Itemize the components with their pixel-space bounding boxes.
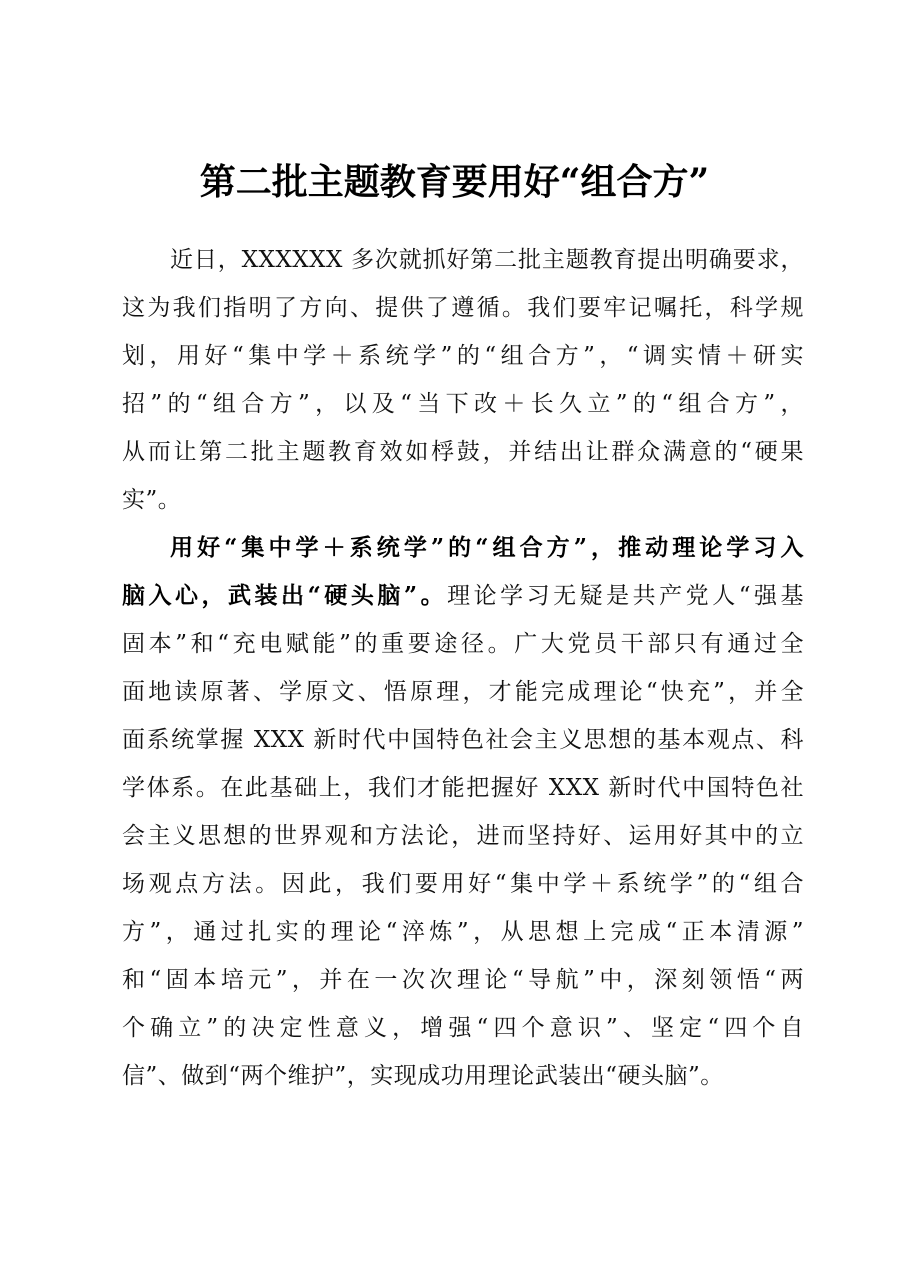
paragraph-section-1 [122, 524, 804, 1100]
paragraph-line: 从而让第二批主题教育效如桴鼓，并结出让群众满意的“硬果 [122, 439, 804, 465]
section-heading-line: 用好“集中学＋系统学”的“组合方”，推动理论学习入 [170, 534, 804, 561]
paragraph-line: 会主义思想的世界观和方法论，进而坚持好、运用好其中的立 [122, 823, 804, 849]
section-heading-mixed-line [122, 572, 804, 620]
paragraph-intro [122, 236, 804, 524]
paragraph-line: 和“固本培元”，并在一次次理论“导航”中，深刻领悟“两 [122, 967, 804, 993]
paragraph-line: 招”的“组合方”，以及“当下改＋长久立”的“组合方”， [122, 391, 804, 417]
paragraph-line: 信”、做到“两个维护”，实现成功用理论武装出“硬头脑”。 [122, 1063, 724, 1089]
paragraph-line: 个确立”的决定性意义，增强“四个意识”、坚定“四个自 [122, 1015, 804, 1041]
paragraph-line: 学体系。在此基础上，我们才能把握好 XXX 新时代中国特色社 [122, 775, 804, 801]
paragraph-line: 固本”和“充电赋能”的重要途径。广大党员干部只有通过全 [122, 631, 804, 657]
paragraph-line: 面地读原著、学原文、悟原理，才能完成理论“快充”，并全 [122, 679, 804, 705]
paragraph-line: 面系统掌握 XXX 新时代中国特色社会主义思想的基本观点、科 [122, 727, 804, 753]
section-body-start: 理论学习无疑是共产党人“强基 [447, 583, 804, 609]
paragraph-line: 场观点方法。因此，我们要用好“集中学＋系统学”的“组合 [122, 871, 804, 897]
section-heading-end: 脑入心，武装出“硬头脑”。 [122, 582, 448, 609]
document-body [122, 236, 804, 1100]
document-title: 第二批主题教育要用好“组合方” [199, 161, 710, 203]
paragraph-line: 这为我们指明了方向、提供了遵循。我们要牢记嘱托，科学规 [122, 295, 804, 321]
paragraph-line: 划，用好“集中学＋系统学”的“组合方”，“调实情＋研实 [122, 343, 804, 369]
paragraph-line: 方”，通过扎实的理论“淬炼”，从思想上完成“正本清源” [122, 919, 804, 945]
paragraph-line: 实”。 [122, 487, 182, 513]
paragraph-line: 近日，XXXXXX 多次就抓好第二批主题教育提出明确要求， [170, 247, 804, 273]
